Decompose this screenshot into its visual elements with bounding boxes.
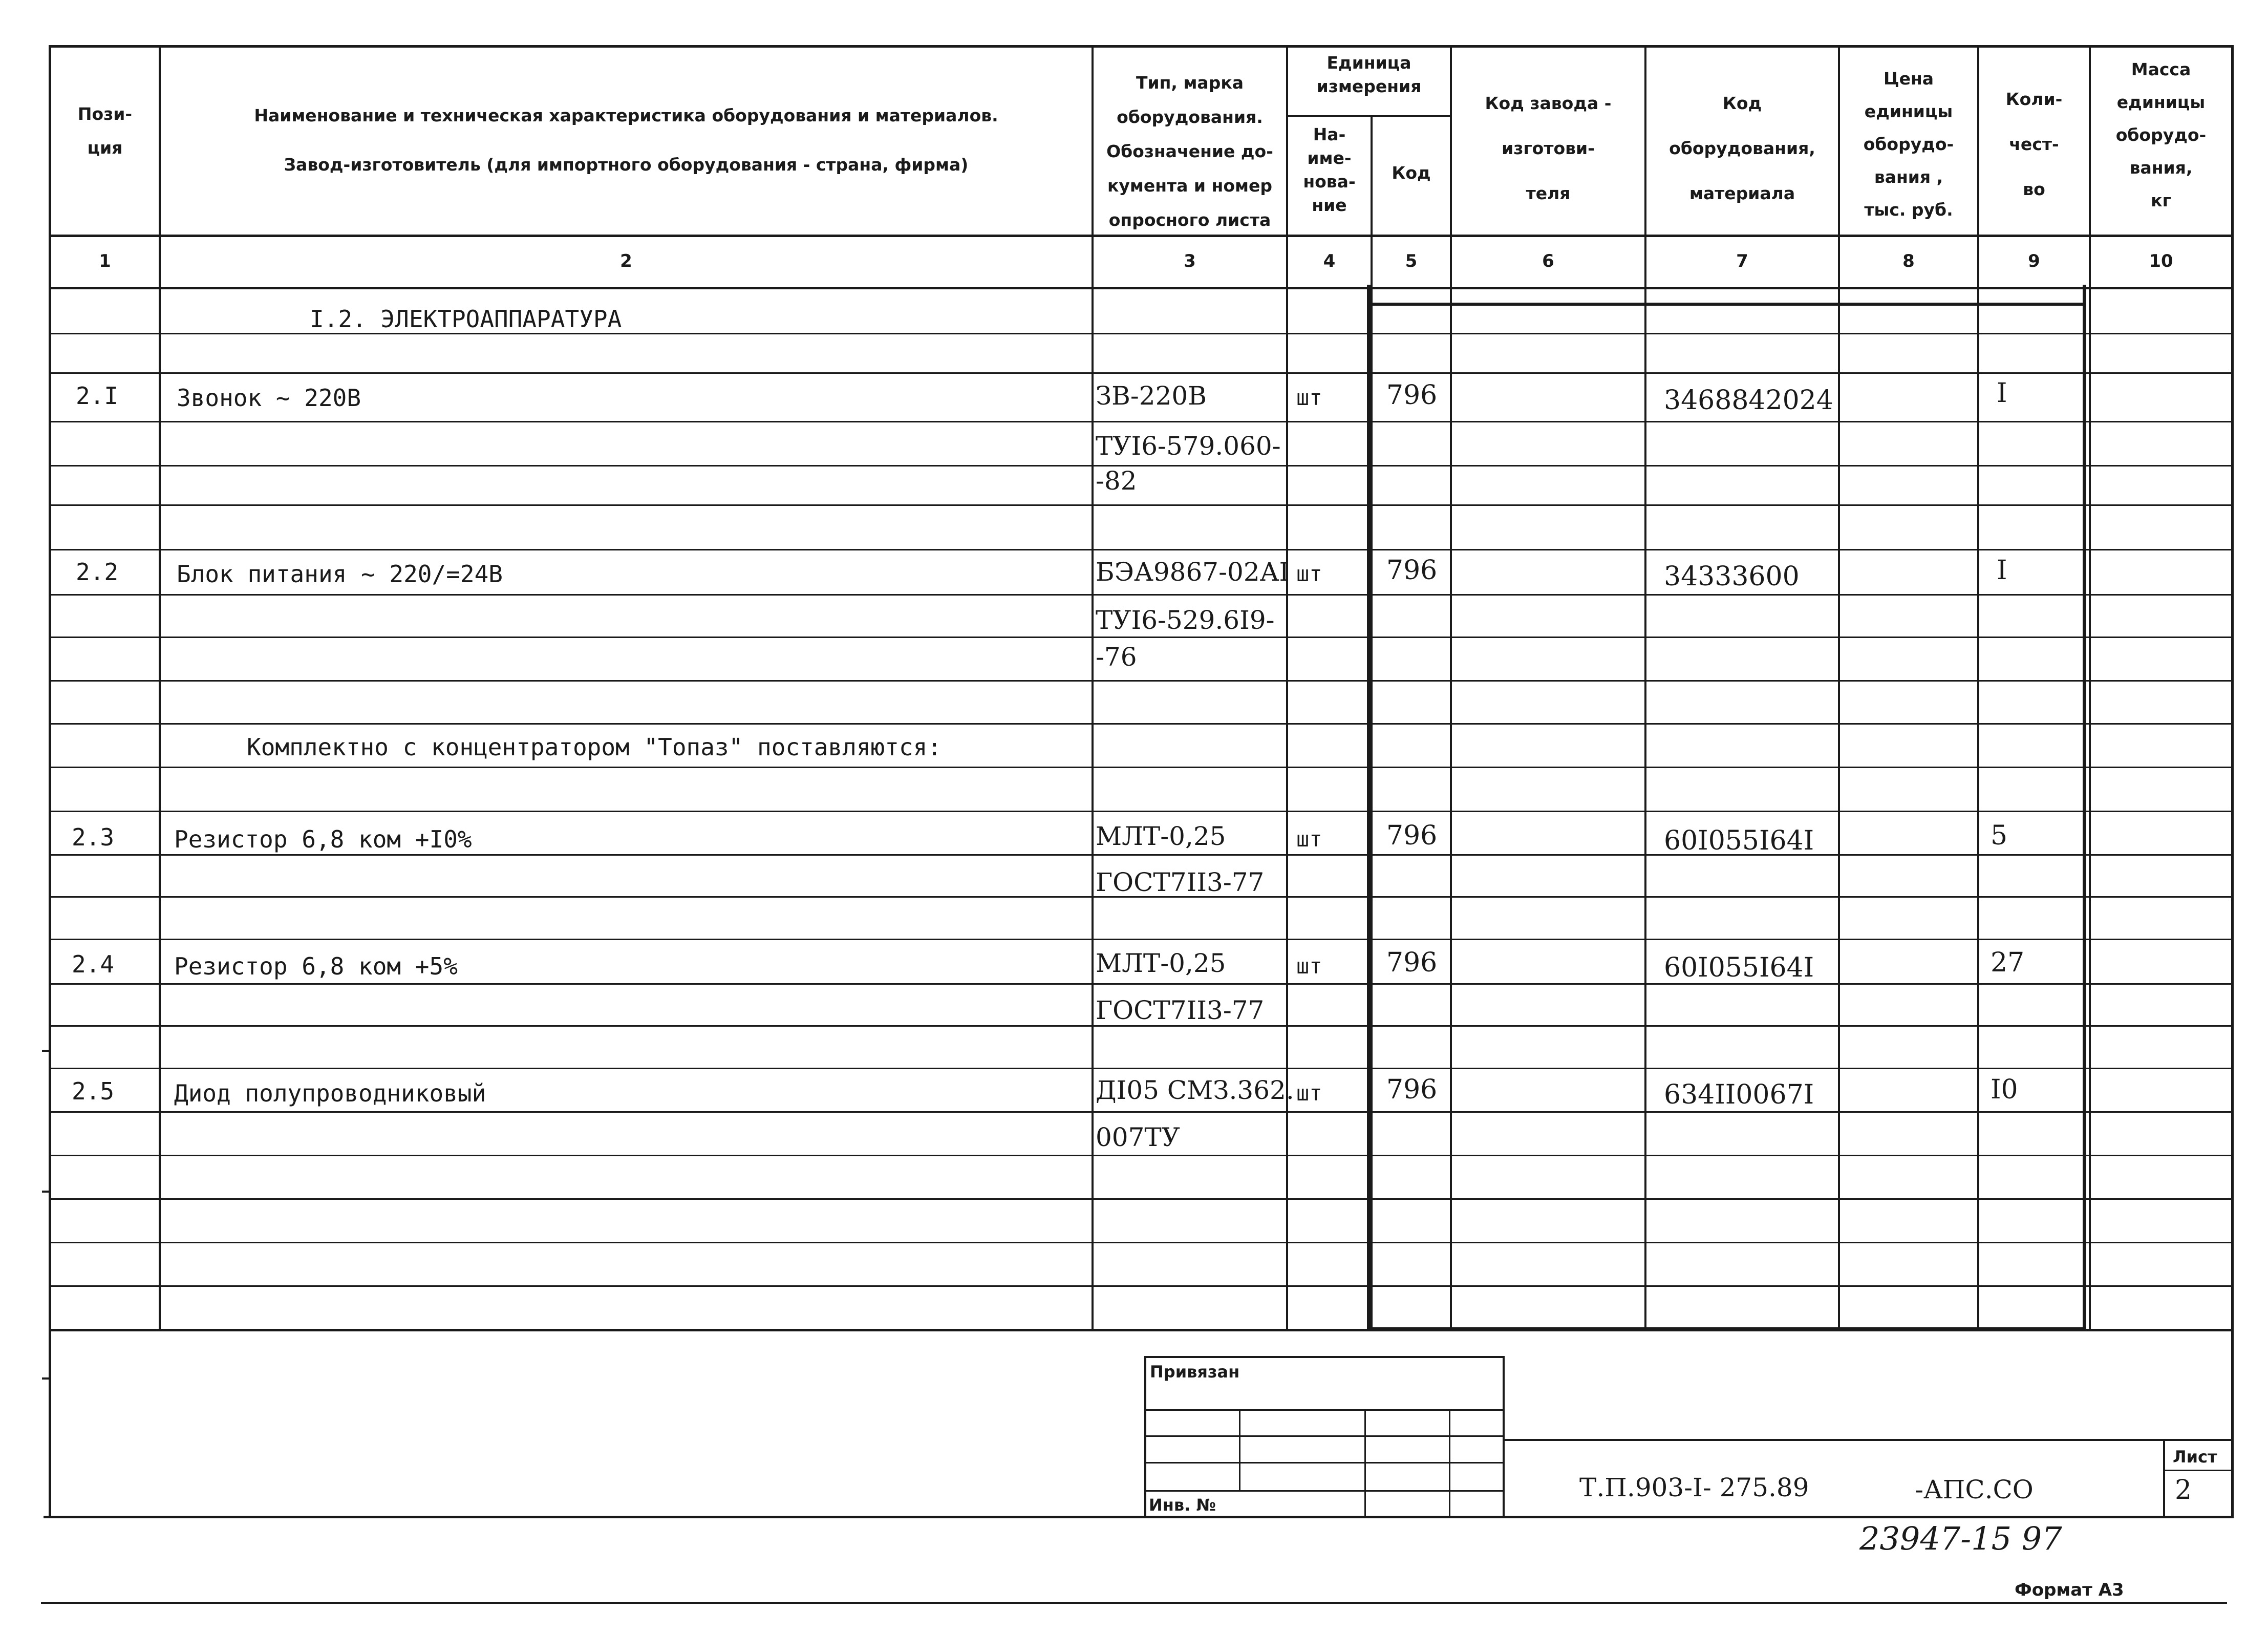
row-equip-code: 3468842024 [1664, 385, 1833, 416]
header-position-line1: Пози- [77, 104, 133, 124]
col-number-6: 6 [1542, 251, 1554, 271]
header-plant-line1: Код завода - [1485, 93, 1612, 113]
col-number-3: 3 [1184, 251, 1196, 271]
header-mass-line3: оборудо- [2115, 125, 2207, 145]
col-number-8: 8 [1902, 251, 1915, 271]
header-plant-code [1452, 81, 1644, 216]
header-price [1840, 62, 1977, 226]
header-type-line1: Тип, марка [1136, 73, 1244, 93]
header-type-line4: кумента и номер [1107, 176, 1272, 196]
row-type: МЛТ-0,25 [1096, 948, 1226, 978]
header-qty-line3: во [2023, 179, 2045, 199]
row-qty: I [1997, 555, 2007, 586]
header-position [51, 97, 159, 165]
row-type-doc-cont: -82 [1096, 466, 1137, 496]
row-equip-code: 634II0067I [1664, 1079, 1814, 1110]
header-unit-name-line2: име- [1307, 148, 1352, 168]
header-unit-name-line4: ние [1312, 195, 1347, 215]
handwritten-archive-number: 23947-15 97 [1859, 1520, 2062, 1557]
header-price-line1: Цена [1883, 69, 1934, 89]
header-unit-name-line1: На- [1313, 124, 1346, 144]
header-unit-name-line3: нова- [1303, 172, 1356, 192]
header-equip-code [1646, 81, 1838, 216]
row-name: Резистор 6,8 ком +5% [174, 952, 458, 980]
row-unit-code: 796 [1386, 380, 1438, 411]
document-code: Т.П.903-I- 275.89 [1579, 1473, 1809, 1502]
row-type: ЗВ-220В [1096, 381, 1207, 411]
row-type-doc-cont: -76 [1096, 642, 1137, 672]
inventory-number-label: Инв. № [1149, 1495, 1216, 1515]
row-unit: шт [1296, 385, 1322, 410]
header-unit-code-text: Код [1392, 163, 1431, 183]
header-price-line4: вания , [1874, 167, 1943, 187]
row-unit-code: 796 [1386, 1074, 1438, 1105]
sheet-label: Лист [2173, 1447, 2217, 1467]
row-unit: шт [1296, 561, 1322, 586]
col-number-4: 4 [1323, 251, 1336, 271]
section-title: I.2. ЭЛЕКТРОАППАРАТУРА [310, 305, 622, 333]
row-qty: 5 [1991, 820, 2008, 851]
row-unit-code: 796 [1386, 555, 1438, 586]
row-unit: шт [1296, 1080, 1322, 1106]
col-number-7: 7 [1736, 251, 1748, 271]
row-equip-code: 60I055I64I [1664, 952, 1814, 983]
header-plant-line3: теля [1526, 183, 1571, 203]
row-name: Диод полупроводниковый [174, 1079, 486, 1107]
header-equip-line1: Код [1722, 93, 1762, 113]
row-name: Резистор 6,8 ком +I0% [174, 825, 472, 853]
row-name: Блок питания ~ 220/=24В [177, 560, 503, 588]
row-qty: 27 [1991, 947, 2025, 978]
row-unit: шт [1296, 826, 1322, 852]
header-mass-line5: кг [2151, 190, 2171, 210]
col-number-10: 10 [2149, 251, 2173, 271]
header-price-line3: оборудо- [1863, 134, 1954, 154]
header-name [161, 91, 1092, 189]
header-mass-line2: единицы [2116, 92, 2206, 112]
header-equip-line3: материала [1689, 183, 1795, 203]
col-number-5: 5 [1405, 251, 1418, 271]
header-qty-line1: Коли- [2005, 89, 2063, 109]
margin-tick [42, 1050, 49, 1052]
header-position-line2: ция [87, 138, 123, 158]
row-position: 2.5 [72, 1077, 115, 1105]
row-position: 2.3 [72, 823, 115, 851]
document-code-suffix: -АПС.СО [1915, 1475, 2034, 1504]
header-plant-line2: изготови- [1502, 138, 1595, 158]
row-type-doc: ТУI6-529.6I9- [1096, 605, 1275, 635]
header-mass-line1: Масса [2131, 59, 2191, 79]
row-equip-code: 60I055I64I [1664, 825, 1814, 856]
header-type-line3: Обозначение до- [1106, 141, 1273, 161]
header-type-line5: опросного листа [1108, 210, 1271, 230]
header-equip-line2: оборудования, [1669, 138, 1815, 158]
header-unit-line1: Единица [1326, 53, 1411, 73]
row-unit-code: 796 [1386, 947, 1438, 978]
format-label: Формат А3 [2015, 1580, 2124, 1600]
row-type-doc: ГОСТ7II3-77 [1096, 867, 1265, 897]
header-type-line2: оборудования. [1117, 107, 1263, 127]
header-unit-code [1373, 158, 1450, 188]
row-qty: I0 [1991, 1074, 2018, 1105]
row-unit-code: 796 [1386, 820, 1438, 851]
header-mass [2091, 53, 2231, 217]
row-position: 2.I [76, 382, 119, 410]
col-number-9: 9 [2028, 251, 2040, 271]
header-price-line5: тыс. руб. [1864, 200, 1953, 220]
row-unit: шт [1296, 953, 1322, 979]
header-qty [1979, 77, 2089, 212]
row-equip-code: 34333600 [1664, 561, 1800, 592]
header-name-line2: Завод-изготовитель (для импортного оборудования - страна, фирма) [284, 155, 969, 175]
header-price-line2: единицы [1864, 101, 1953, 121]
attached-label: Привязан [1150, 1362, 1240, 1382]
row-type: МЛТ-0,25 [1096, 821, 1226, 851]
row-type-doc: ГОСТ7II3-77 [1096, 995, 1265, 1025]
col-number-1: 1 [99, 251, 111, 271]
row-position: 2.4 [72, 950, 115, 978]
header-unit [1288, 51, 1450, 98]
header-type [1094, 66, 1286, 237]
header-unit-line2: измерения [1316, 76, 1422, 96]
header-mass-line4: вания, [2129, 158, 2193, 178]
bottom-rule [41, 1602, 2227, 1604]
sheet-number: 2 [2175, 1475, 2192, 1505]
header-unit-name [1288, 123, 1371, 217]
row-qty: I [1997, 378, 2007, 409]
header-name-line1: Наименование и техническая характеристика оборудования и материалов. [254, 105, 998, 125]
row-type-doc: 007ТУ [1096, 1122, 1180, 1152]
margin-tick [42, 1191, 49, 1193]
header-qty-line2: чест- [2009, 134, 2059, 154]
row-type: БЭА9867-02АI [1096, 557, 1290, 587]
row-name: Звонок ~ 220В [177, 384, 361, 412]
subheading: Комплектно с концентратором "Топаз" поставляются: [247, 733, 942, 761]
row-position: 2.2 [76, 558, 119, 586]
row-type: ДI05 СМЗ.362. [1096, 1075, 1294, 1105]
row-type-doc: ТУI6-579.060- [1096, 431, 1281, 461]
col-number-2: 2 [620, 251, 632, 271]
margin-tick [42, 1377, 49, 1380]
